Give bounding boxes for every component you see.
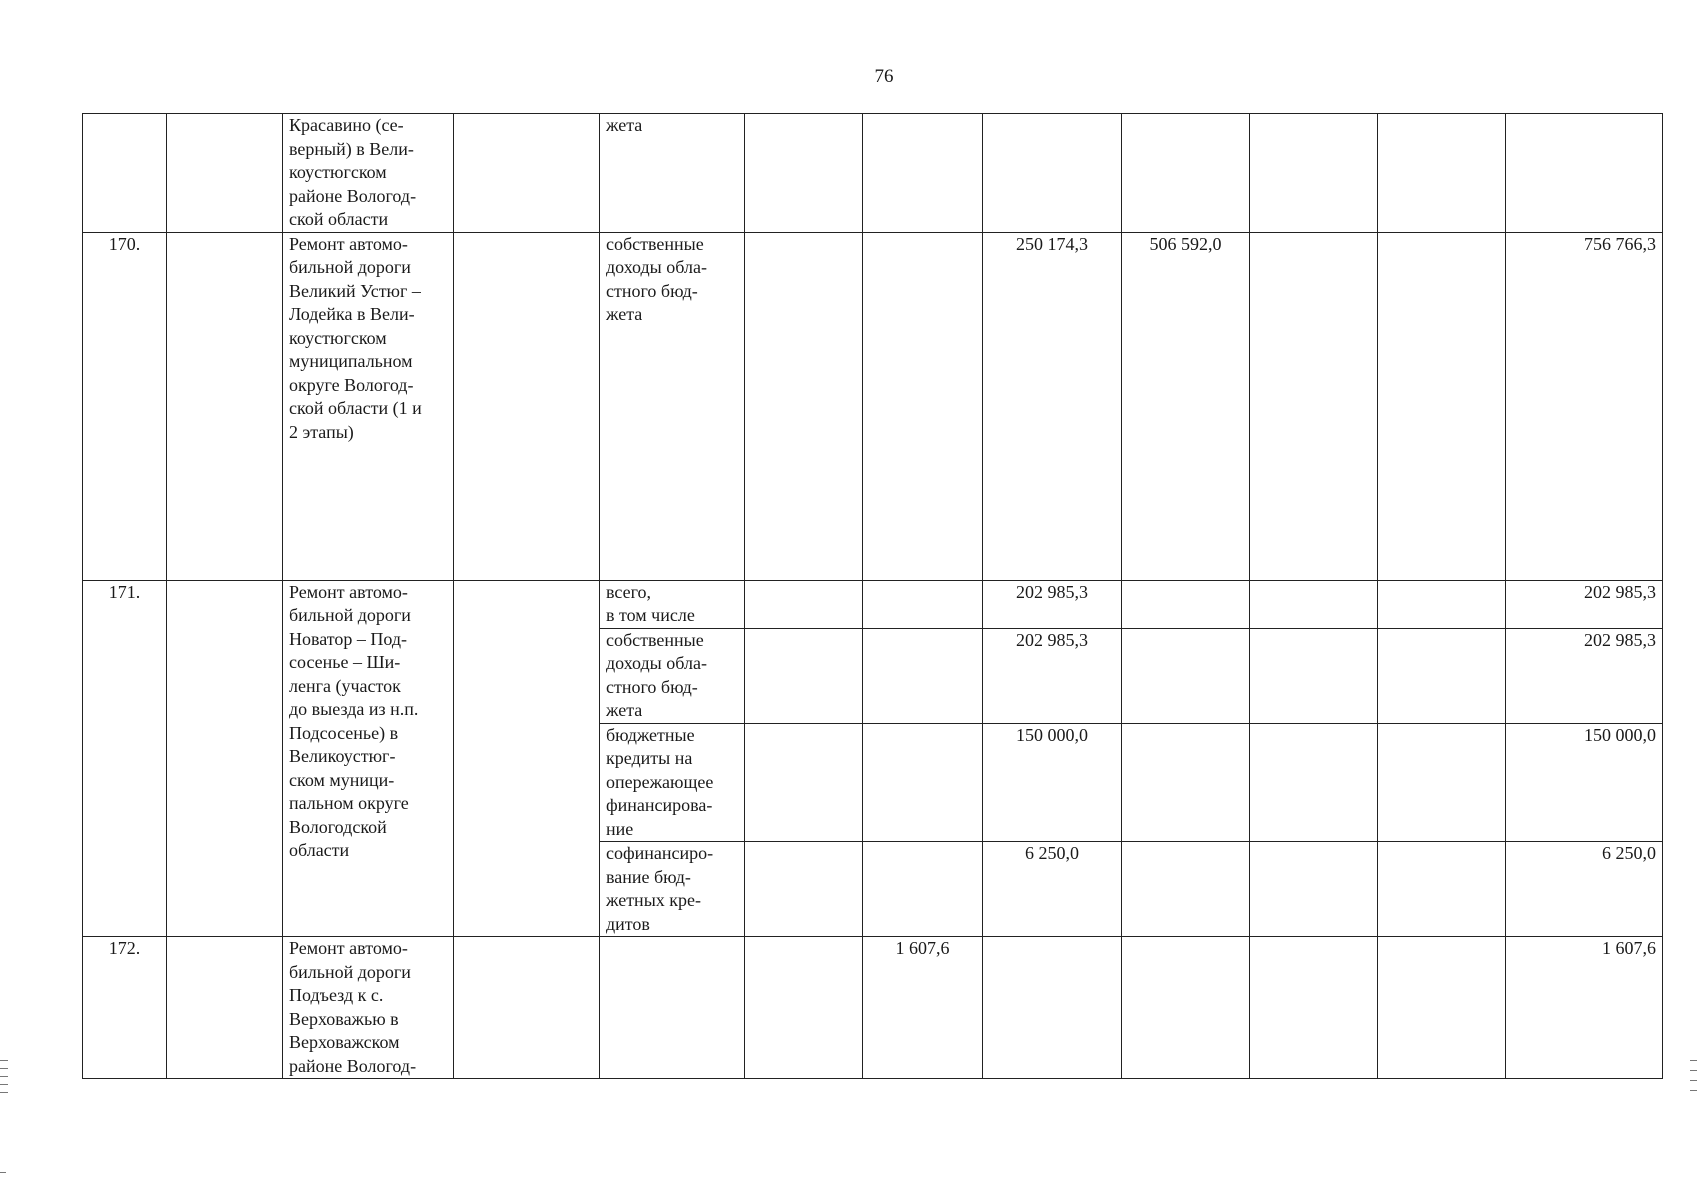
table-row bbox=[83, 937, 1663, 1079]
funding-source: софинансиро- вание бюд- жетных кре- дитов bbox=[600, 842, 745, 937]
amount-cell bbox=[1250, 580, 1378, 628]
scan-mark-right bbox=[1690, 1080, 1697, 1081]
row-number: 171. bbox=[83, 580, 167, 937]
amount-cell bbox=[863, 114, 983, 233]
amount-cell bbox=[1250, 114, 1378, 233]
amount-cell bbox=[1250, 232, 1378, 580]
empty-cell bbox=[1378, 842, 1506, 937]
amount-cell bbox=[863, 723, 983, 842]
total-cell: 202 985,3 bbox=[1506, 628, 1663, 723]
empty-cell bbox=[454, 114, 600, 233]
empty-cell bbox=[1378, 232, 1506, 580]
amount-cell bbox=[1250, 937, 1378, 1079]
empty-cell bbox=[1378, 628, 1506, 723]
amount-cell bbox=[1122, 937, 1250, 1079]
scan-mark-right bbox=[1690, 1090, 1697, 1091]
empty-cell bbox=[745, 580, 863, 628]
amount-cell bbox=[1122, 723, 1250, 842]
object-name: Красавино (се- верный) в Вели- коустюгском районе Вологод- ской области bbox=[283, 114, 454, 233]
page-number: 76 bbox=[874, 66, 894, 87]
funding-source: собственные доходы обла- стного бюд- жета bbox=[600, 628, 745, 723]
empty-cell bbox=[745, 232, 863, 580]
row-number: 172. bbox=[83, 937, 167, 1079]
amount-cell bbox=[983, 114, 1122, 233]
amount-cell: 202 985,3 bbox=[983, 628, 1122, 723]
empty-cell bbox=[745, 114, 863, 233]
empty-cell bbox=[1378, 723, 1506, 842]
empty-cell bbox=[1378, 937, 1506, 1079]
budget-table bbox=[82, 113, 1663, 1079]
empty-cell bbox=[745, 723, 863, 842]
funding-source: бюджетные кредиты на опережающее финансирова- ние bbox=[600, 723, 745, 842]
total-cell: 202 985,3 bbox=[1506, 580, 1663, 628]
empty-cell bbox=[167, 937, 283, 1079]
object-name: Ремонт автомо- бильной дороги Новатор – Под- сосенье – Ши- ленга (участок до выезда из н.п. Подсосенье) в Великоустюг- ском муници- пальном округе Вологодской области bbox=[283, 580, 454, 937]
empty-cell bbox=[1378, 114, 1506, 233]
row-number: 170. bbox=[83, 232, 167, 580]
amount-cell bbox=[1122, 628, 1250, 723]
scan-mark-left bbox=[0, 1092, 8, 1093]
amount-cell bbox=[1250, 842, 1378, 937]
total-cell bbox=[1506, 114, 1663, 233]
object-name: Ремонт автомо- бильной дороги Великий Устюг – Лодейка в Вели- коустюгском муниципальном округе Вологод- ской области (1 и 2 этапы) bbox=[283, 232, 454, 580]
empty-cell bbox=[1378, 580, 1506, 628]
total-cell: 6 250,0 bbox=[1506, 842, 1663, 937]
amount-cell: 250 174,3 bbox=[983, 232, 1122, 580]
total-cell: 756 766,3 bbox=[1506, 232, 1663, 580]
empty-cell bbox=[454, 232, 600, 580]
scan-mark-left bbox=[0, 1172, 6, 1173]
table-row bbox=[83, 580, 1663, 628]
empty-cell bbox=[745, 937, 863, 1079]
empty-cell bbox=[167, 580, 283, 937]
amount-cell bbox=[863, 232, 983, 580]
amount-cell bbox=[1250, 723, 1378, 842]
empty-cell bbox=[745, 628, 863, 723]
total-cell: 1 607,6 bbox=[1506, 937, 1663, 1079]
amount-cell bbox=[863, 842, 983, 937]
amount-cell: 1 607,6 bbox=[863, 937, 983, 1079]
empty-cell bbox=[745, 842, 863, 937]
amount-cell bbox=[1250, 628, 1378, 723]
total-cell: 150 000,0 bbox=[1506, 723, 1663, 842]
scan-mark-right bbox=[1690, 1060, 1697, 1061]
amount-cell: 506 592,0 bbox=[1122, 232, 1250, 580]
funding-source bbox=[600, 937, 745, 1079]
empty-cell bbox=[167, 232, 283, 580]
amount-cell bbox=[863, 580, 983, 628]
funding-source: жета bbox=[600, 114, 745, 233]
scan-mark-left bbox=[0, 1060, 8, 1061]
scan-mark-left bbox=[0, 1068, 8, 1069]
amount-cell bbox=[1122, 114, 1250, 233]
row-number bbox=[83, 114, 167, 233]
table-row bbox=[83, 114, 1663, 233]
amount-cell bbox=[1122, 842, 1250, 937]
funding-source: собственные доходы обла- стного бюд- жета bbox=[600, 232, 745, 580]
amount-cell: 150 000,0 bbox=[983, 723, 1122, 842]
funding-source: всего, в том числе bbox=[600, 580, 745, 628]
amount-cell bbox=[983, 937, 1122, 1079]
amount-cell: 202 985,3 bbox=[983, 580, 1122, 628]
amount-cell bbox=[863, 628, 983, 723]
empty-cell bbox=[454, 580, 600, 937]
amount-cell bbox=[1122, 580, 1250, 628]
table-row bbox=[83, 232, 1663, 580]
scan-mark-left bbox=[0, 1076, 8, 1077]
empty-cell bbox=[167, 114, 283, 233]
object-name: Ремонт автомо- бильной дороги Подъезд к с. Верховажью в Верховажском районе Вологод- bbox=[283, 937, 454, 1079]
empty-cell bbox=[454, 937, 600, 1079]
scan-mark-left bbox=[0, 1084, 8, 1085]
scan-mark-right bbox=[1690, 1070, 1697, 1071]
amount-cell: 6 250,0 bbox=[983, 842, 1122, 937]
